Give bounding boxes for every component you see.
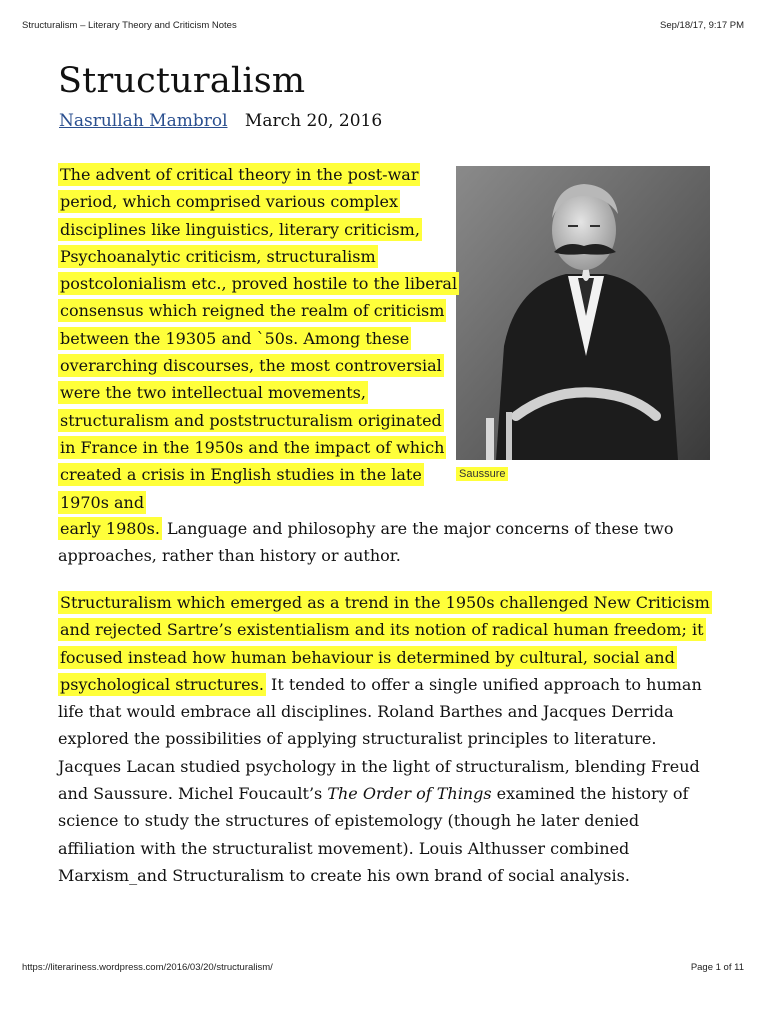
paragraph-1-continued bbox=[58, 515, 718, 570]
figure-caption: Saussure bbox=[456, 467, 508, 481]
article-title: Structuralism bbox=[58, 61, 306, 101]
paragraph-text: Language and philosophy are the major concerns of these two approaches, rather than history or author. bbox=[58, 519, 674, 566]
print-header bbox=[22, 20, 744, 31]
print-footer-url[interactable]: https://literariness.wordpress.com/2016/03/20/structuralism/ bbox=[22, 962, 273, 973]
highlighted-text: early 1980s. bbox=[60, 519, 160, 538]
byline bbox=[59, 110, 382, 132]
saussure-figure bbox=[456, 166, 710, 481]
book-title: The Order of Things bbox=[327, 784, 492, 804]
highlighted-text: The advent of critical theory in the post-war period, which comprised various complex disciplines like linguistics, literary criticism, Psychoanalytic criticism, structuralism postcolonialism etc., proved hostile to the liberal consensus which reigned the realm of criticism between the 19305 and `50s. Among these overarching discourses, the most controversial were the two intellectual movements, structuralism and poststructuralism originated in France in the 1950s and the impact of which created a crisis in English studies in the late 1970s and bbox=[60, 165, 458, 512]
saussure-portrait-image bbox=[456, 166, 710, 460]
print-footer bbox=[22, 962, 744, 973]
post-date: March 20, 2016 bbox=[244, 111, 383, 131]
author-link[interactable]: Nasrullah Mambrol bbox=[59, 111, 228, 131]
page-number: Page 1 of 11 bbox=[690, 962, 744, 973]
highlighted-text: Structuralism which emerged as a trend in the 1950s challenged New Criticism and rejected Sartre’s existentialism and its notion of radical human freedom; it focused instead how human behaviour is determined by cultural, social and psychological structures. bbox=[60, 593, 710, 694]
paragraph-text: It tended to offer a single unified approach to human life that would embrace all disciplines. Roland Barthes and Jacques Derrida explored the possibilities of applying structuralist principles to literature. Jacques Lacan studied psychology in the light of structuralism, blending Freud and Saussure. Michel Foucault’s bbox=[58, 674, 702, 804]
paragraph-2 bbox=[58, 589, 718, 889]
paragraph-1 bbox=[58, 161, 458, 516]
print-header-datetime: Sep/18/17, 9:17 PM bbox=[660, 20, 744, 31]
paragraph-text: examined the history of science to study the structures of epistemology (though he later denied affiliation with the structuralist movement). Louis Althusser combined Marxism_and Structuralism to create his own brand of social analysis. bbox=[58, 784, 689, 885]
print-header-title: Structuralism – Literary Theory and Criticism Notes bbox=[22, 20, 237, 31]
